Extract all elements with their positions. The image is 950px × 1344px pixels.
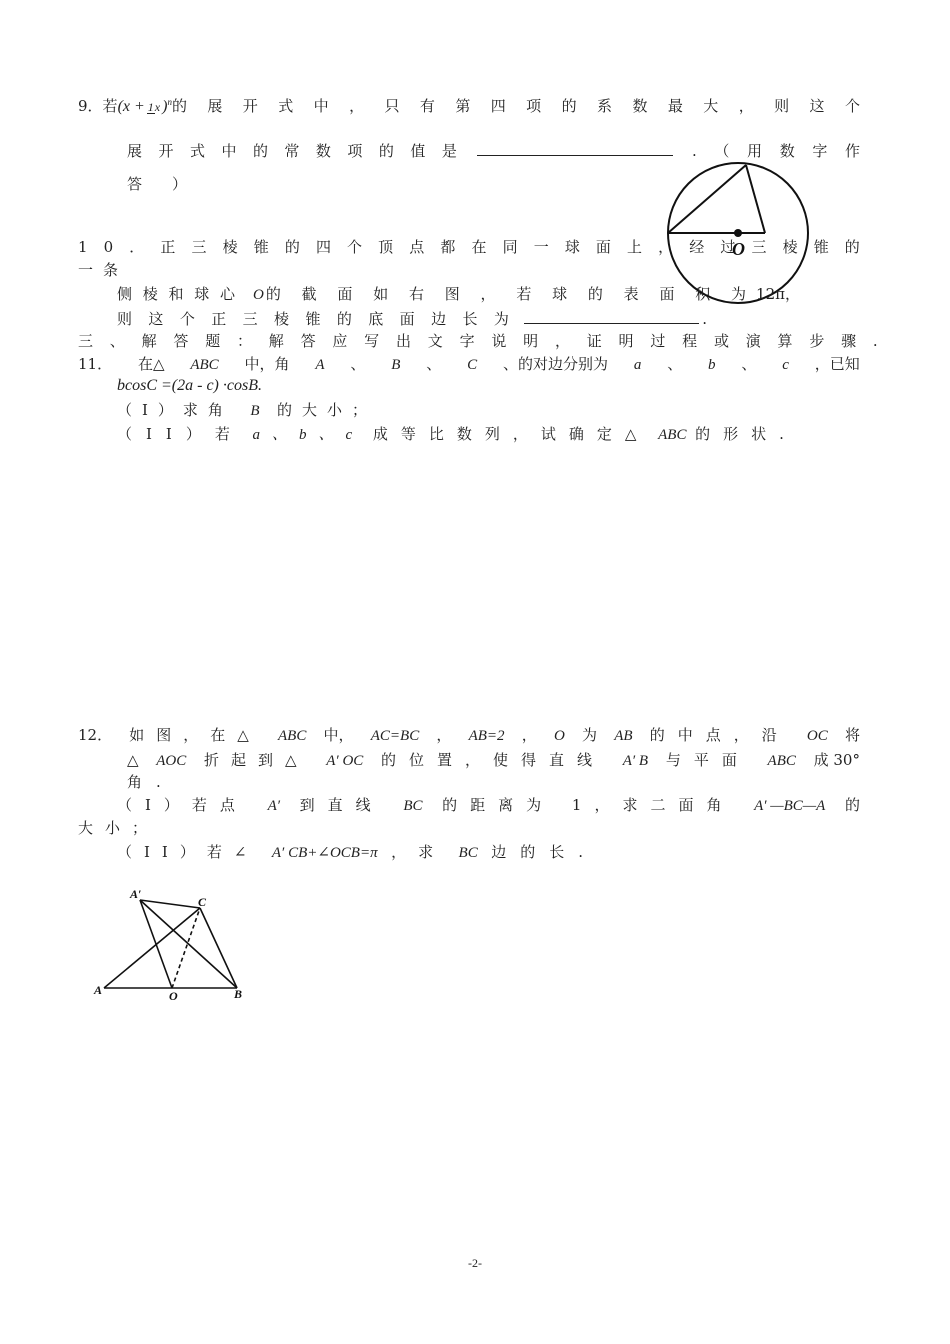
char: ， [349, 97, 365, 116]
char: 解 [141, 332, 157, 350]
q11-B: B [391, 357, 401, 373]
q10-O: O [253, 287, 264, 303]
char: 图 [444, 285, 460, 303]
q11-part2-c: 的形状. [695, 425, 797, 443]
char: 球 [552, 285, 568, 303]
q9-answer-blank[interactable] [477, 140, 673, 156]
char: 边 [431, 310, 447, 328]
q11-a: a [633, 357, 642, 373]
label-A1: A′ [130, 887, 142, 901]
char: 若 [516, 285, 532, 303]
char: 证 [586, 332, 602, 350]
char: 为 [493, 310, 509, 328]
char: 棱 [274, 310, 290, 328]
char: 用 [747, 142, 763, 160]
char: 条 [102, 261, 118, 279]
char: 字 [812, 142, 828, 160]
char: 出 [395, 332, 411, 350]
q9-pre: 若 [102, 97, 118, 116]
char: 只 [384, 97, 400, 116]
q11-sep2: 、 [426, 355, 442, 373]
q12-line3 [127, 772, 175, 792]
q11-line1 [78, 354, 860, 375]
char: 截 [301, 285, 317, 303]
char: 一 [78, 261, 94, 279]
char: 则 [117, 310, 133, 328]
char: 项 [347, 142, 363, 160]
char: 题 [205, 332, 221, 350]
q10-line1b [78, 260, 118, 280]
q12-part1-a: （Ⅰ）若点 [117, 796, 248, 814]
char: 开 [158, 142, 174, 160]
char: 演 [745, 332, 761, 350]
char: 都 [440, 238, 456, 256]
q12-text-d2: 与平面 [665, 751, 750, 769]
char: 棱 [782, 238, 798, 256]
char: 面 [659, 285, 675, 303]
char: 的 [252, 142, 268, 160]
char: 的 [378, 142, 394, 160]
char: 程 [682, 332, 698, 350]
char: 作 [844, 142, 860, 160]
char: 这 [148, 310, 164, 328]
q10-line2 [117, 284, 800, 305]
section3-header [78, 331, 878, 351]
q11-part1-b: 的大小； [276, 401, 377, 419]
char: 骤 [841, 332, 857, 350]
center-point [734, 229, 742, 237]
char: 数 [315, 142, 331, 160]
char: 球 [194, 285, 210, 303]
char: 正 [160, 238, 176, 256]
char: 面 [337, 285, 353, 303]
q12-line1 [78, 725, 860, 746]
char: . [872, 332, 878, 350]
q12-text-f: 的中点，沿 [649, 726, 790, 744]
q9-line2 [127, 140, 860, 161]
char: 展 [127, 142, 143, 160]
char: 积 [695, 285, 711, 303]
char: 表 [623, 285, 639, 303]
q10-line1b-text [78, 260, 118, 280]
q12-ABC: ABC [278, 728, 307, 744]
q11-text-e: 、的对边分别为 [502, 355, 608, 373]
page-number: -2- [468, 1256, 482, 1270]
q10-line3-text [117, 309, 509, 329]
char: ） [171, 175, 187, 193]
q11-part1-B: B [250, 403, 260, 419]
sphere-cross-section-figure [668, 163, 808, 283]
q12-part1-BC: BC [403, 798, 423, 814]
q10-answer-blank[interactable] [524, 308, 699, 324]
char: 经 [689, 238, 705, 256]
char: ， [738, 97, 754, 116]
q11-sep1: 、 [350, 355, 366, 373]
char: 三 [78, 332, 94, 350]
q11-text-h: ，已知 [814, 355, 860, 373]
q12-eq2: AB=2 [468, 728, 505, 744]
q12-AOC2: A′ OC [326, 753, 364, 769]
char: 的 [587, 285, 603, 303]
edge-line-right [746, 165, 765, 233]
char: 的 [561, 97, 577, 116]
q12-text-e2: 成 30° [813, 751, 860, 769]
q9-line1-text [172, 96, 860, 116]
q9-line1 [78, 92, 860, 117]
q12-part1-d: 的 [844, 796, 860, 814]
char: 四 [490, 97, 506, 116]
q12-eq1: AC=BC [370, 728, 420, 744]
q11-sep4: 、 [741, 355, 757, 373]
char: 有 [419, 97, 435, 116]
char: 答 [300, 332, 316, 350]
char: ， [658, 238, 674, 256]
char: 球 [564, 238, 580, 256]
char: 明 [618, 332, 634, 350]
char: 的 [336, 310, 352, 328]
char: 开 [242, 97, 258, 116]
label-O: O [169, 989, 178, 1003]
q9-line3-text [127, 174, 187, 194]
char: 式 [278, 97, 294, 116]
section3-header-text [78, 331, 878, 351]
char: 说 [491, 332, 507, 350]
char: 顶 [378, 238, 394, 256]
char: 在 [471, 238, 487, 256]
char: 底 [368, 310, 384, 328]
char: 展 [207, 97, 223, 116]
q10-area-value: 12π， [756, 285, 800, 303]
char: 过 [720, 238, 736, 256]
label-B: B [234, 987, 243, 1001]
q9-line2-text [127, 141, 457, 161]
char: 锥 [813, 238, 829, 256]
char: 答 [127, 175, 143, 193]
q12-line2 [127, 750, 860, 771]
char: 数 [779, 142, 795, 160]
char: 同 [502, 238, 518, 256]
q12-part1-line2-text: 大小； [78, 819, 160, 837]
char: . [692, 142, 697, 160]
char: 字 [459, 332, 475, 350]
q12-OC: OC [806, 728, 828, 744]
char: 侧 [117, 285, 133, 303]
q12-AOC: AOC [156, 753, 187, 769]
char: 个 [347, 238, 363, 256]
char: 为 [731, 285, 747, 303]
q10-line3-tail: . [702, 310, 707, 328]
q11-A: A [315, 357, 325, 373]
q11-part2-a: （II）若 [117, 425, 244, 443]
char: 项 [526, 97, 542, 116]
q12-part2-eq: A′ CB+∠OCB=π [271, 845, 378, 861]
q12-O: O [553, 728, 565, 744]
q12-text-b: 中， [323, 726, 354, 744]
q12-part2-b: ，求 [391, 843, 446, 861]
char: 值 [410, 142, 426, 160]
char: 系 [597, 97, 613, 116]
char: 解 [268, 332, 284, 350]
q9-line2-tail [692, 141, 860, 161]
char: 个 [844, 97, 860, 116]
char: 棱 [142, 285, 158, 303]
edge-A1-O [140, 900, 172, 988]
char: 写 [364, 332, 380, 350]
char: 文 [427, 332, 443, 350]
char: ： [236, 332, 252, 350]
q11-formula: bcosC =(2a - c) ·cosB. [117, 377, 262, 394]
q11-c: c [782, 357, 789, 373]
q12-tri: △ [127, 751, 139, 769]
char: 数 [632, 97, 648, 116]
q11-text-a: 在△ [137, 355, 165, 373]
q11-part2-ABC: ABC [658, 427, 687, 443]
q10-line1 [78, 237, 860, 257]
label-C: C [198, 895, 207, 909]
q12-part2-BC: BC [458, 845, 478, 861]
q11-formula-line [117, 376, 417, 396]
char: 一 [533, 238, 549, 256]
char: 最 [667, 97, 683, 116]
char: 正 [211, 310, 227, 328]
char: 的 [284, 238, 300, 256]
q12-part2 [117, 842, 597, 863]
q12-sep2: ， [521, 726, 537, 744]
q12-text-a: 如图，在△ [129, 726, 261, 744]
char: 中 [313, 97, 329, 116]
q11-b: b [708, 357, 716, 373]
char: 如 [373, 285, 389, 303]
char: ， [480, 285, 496, 303]
q12-AB2: A′ B [622, 753, 649, 769]
q12-text-g: 将 [844, 726, 860, 744]
char: 中 [221, 142, 237, 160]
char: 、 [109, 332, 125, 350]
char: 个 [179, 310, 195, 328]
char: 1 [78, 238, 88, 256]
q11-part2-b: 成等比数列，试确定△ [372, 425, 650, 443]
char: 右 [408, 285, 424, 303]
char: 心 [219, 285, 235, 303]
char: 锥 [305, 310, 321, 328]
q9-expression: (x + 1x )n [117, 97, 172, 116]
char: 过 [650, 332, 666, 350]
char: 或 [713, 332, 729, 350]
char: 则 [774, 97, 790, 116]
char: 四 [315, 238, 331, 256]
q9-number: 9． [78, 97, 103, 116]
q12-number: 12． [78, 726, 113, 744]
q9-line3 [127, 174, 187, 194]
center-label-O: O [732, 239, 745, 259]
char: 式 [189, 142, 205, 160]
char: 0 [103, 238, 114, 256]
char: ． [129, 238, 145, 256]
q12-text-e: 为 [581, 726, 597, 744]
char: 点 [409, 238, 425, 256]
q11-number: 11． [78, 355, 113, 373]
edge-C-B [200, 908, 237, 988]
q12-part1-b: 到直线 [299, 796, 384, 814]
edge-line-left [668, 165, 746, 233]
q11-ABC: ABC [190, 357, 219, 373]
q12-part2-a: （II）若∠ [117, 843, 259, 861]
q12-part1-c: 的距离为 1，求二面角 [442, 796, 735, 814]
char: 锥 [253, 238, 269, 256]
q12-sep1: ， [436, 726, 452, 744]
q10-line2b [266, 284, 746, 304]
char: 面 [595, 238, 611, 256]
char: 三 [242, 310, 258, 328]
q12-part1-line2 [78, 818, 160, 838]
char: 棱 [222, 238, 238, 256]
char: 算 [777, 332, 793, 350]
char: 大 [703, 97, 719, 116]
edge-A1-C-dashed [140, 900, 200, 908]
q11-part1-a: （Ⅰ）求角 [117, 401, 233, 419]
char: 的 [265, 285, 281, 303]
q12-text-b2: 折起到△ [203, 751, 309, 769]
q11-part1 [117, 400, 377, 421]
q11-sep3: 、 [667, 355, 683, 373]
q12-part1 [117, 795, 860, 816]
q12-part2-c: 边的长. [491, 843, 597, 861]
label-A: A [94, 983, 103, 997]
edge-A1-B [140, 900, 237, 988]
q12-part1-angle: A′ —BC—A [754, 798, 826, 814]
char: 三 [751, 238, 767, 256]
char: （ [714, 142, 730, 160]
char: 常 [284, 142, 300, 160]
char: ， [554, 332, 570, 350]
q11-C: C [467, 357, 478, 373]
q12-part1-A: A′ [267, 798, 281, 814]
char: 和 [168, 285, 184, 303]
char: 三 [191, 238, 207, 256]
q12-AB: AB [614, 728, 633, 744]
char: 的 [844, 238, 860, 256]
char: 的 [171, 97, 187, 116]
char: 是 [441, 142, 457, 160]
q11-text-b: 中，角 [244, 355, 290, 373]
char: 步 [809, 332, 825, 350]
q11-part2-abc: a、b、c [252, 427, 365, 443]
char: 这 [809, 97, 825, 116]
char: 明 [523, 332, 539, 350]
folded-triangle-figure [92, 884, 252, 1004]
char: 面 [399, 310, 415, 328]
edge-A-C-inner-dashed [162, 908, 200, 940]
q10-line2a [117, 284, 235, 304]
q12-ABC2: ABC [767, 753, 796, 769]
q11-part2 [117, 424, 797, 445]
q10-line3 [117, 308, 707, 329]
q12-line3-text: 角. [127, 773, 175, 791]
char: 上 [627, 238, 643, 256]
char: 长 [462, 310, 478, 328]
char: 答 [173, 332, 189, 350]
q12-text-c2: 的位置，使得直线 [381, 751, 606, 769]
q10-line1-text [78, 237, 860, 257]
char: 应 [332, 332, 348, 350]
char: 第 [455, 97, 471, 116]
